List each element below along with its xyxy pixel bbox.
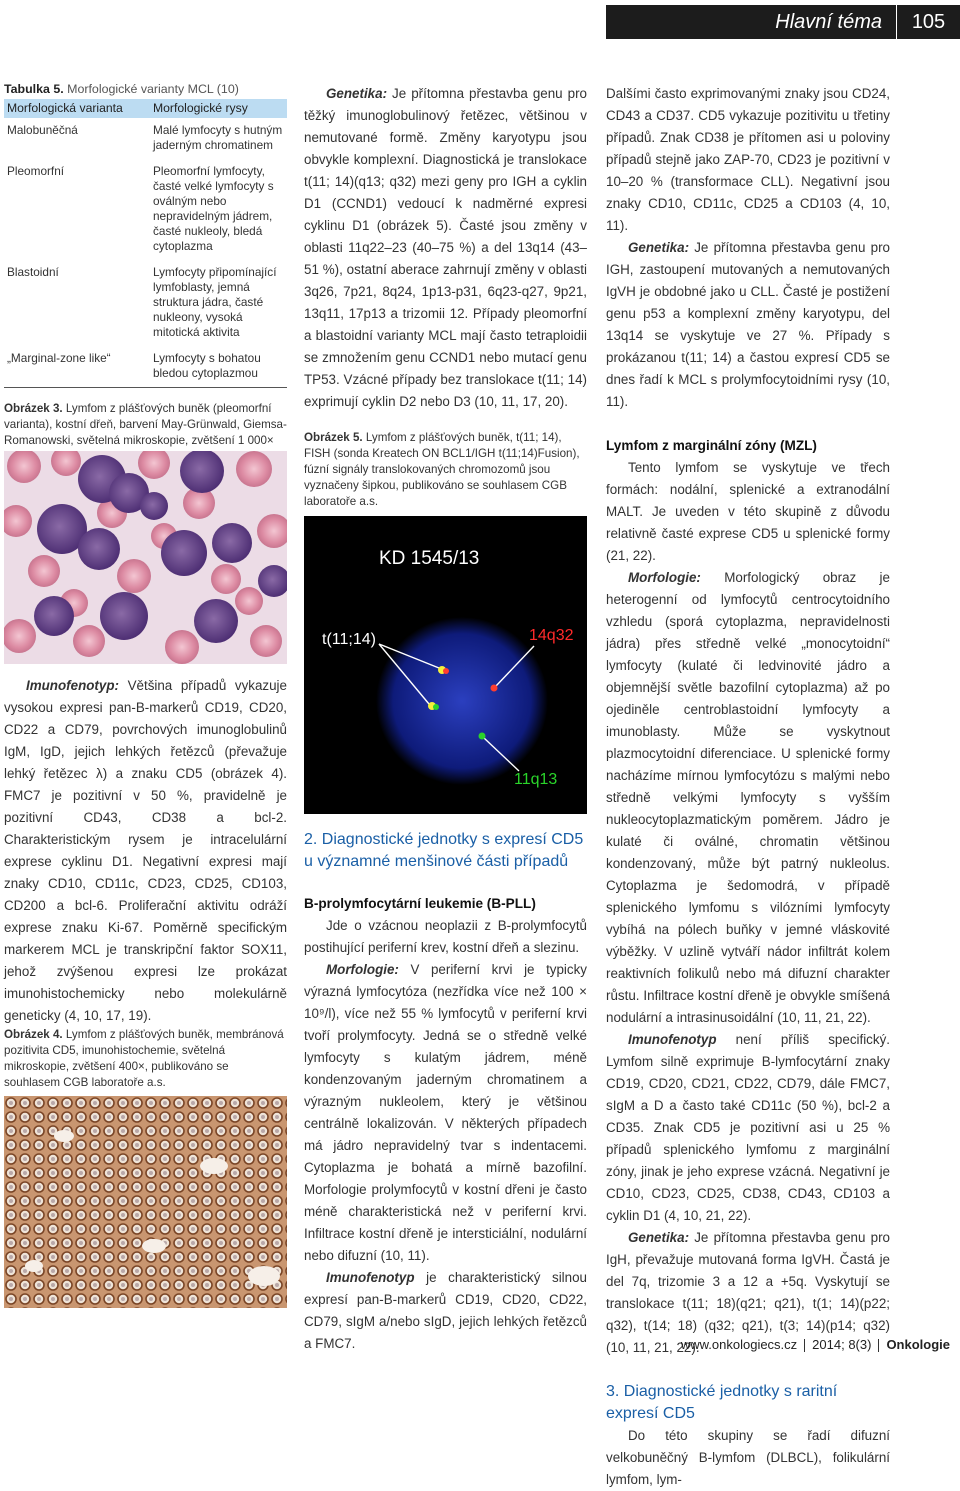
figure-4-immunohistochemistry xyxy=(4,1096,287,1308)
genetika-paragraph xyxy=(606,237,890,413)
table-row xyxy=(4,346,287,388)
table-cell: „Marginal-zone like“ xyxy=(4,346,150,388)
table-row xyxy=(4,159,287,260)
table-header-row xyxy=(4,99,287,118)
figure-4-text: Lymfom z plášťových buněk, membránová pozitivita CD5, imunohistochemie, světelná mikroskopie, zvětšení 400×, publikováno se souhlasem CGB laboratoře a.s. xyxy=(4,1028,284,1089)
section-2-heading: 2. Diagnostické jednotky s expresí CD5 u významné menšinové části případů xyxy=(304,831,584,870)
morfologie-label: Morfologie: xyxy=(326,962,399,977)
section-3-heading: 3. Diagnostické jednotky s raritní expresí CD5 xyxy=(606,1383,838,1422)
morfologie-text: Morfologický obraz je heterogenní od lymfocytů centrocytoidního vzhledu (sporá cytoplazma, nepravidelnosti jádra) přes středně velké „monocytoidní“ lymfocyty (kulaté či ledvinovité jádro a objemnější světle bazofilní cytoplazma) až po ojediněle centroblastoidní lymfocyty a imunoblasty. Může se vyskytnout plazmocytoidní diferenciace. U splenické formy nacházíme mírnou lymfocytózu s malými nebo středně velkými lymfocyty s vyšším nukleocytoplazmatickým poměrem. Jádro je kulaté či oválné, chromatin většinou kondenzovaný, může být patrný nukleolus. Cytoplazma je šedomodrá, v případě splenického lymfomu s vilózními lymfocyty vybíhá na pólech buňky v jemné vláskovité výběžky. V uzlině vytváří nádor infiltrát kolem reaktivních folikulů nebo má difuzní charakter růstu. Infiltrace kostní dřeně je obvykle smíšená nodulární a intrasinusoidální (10, 11, 21, 22). xyxy=(606,570,890,1025)
figure-4-caption xyxy=(4,1027,287,1091)
column-1 xyxy=(4,80,287,388)
fish-case-id: KD 1545/13 xyxy=(379,548,480,569)
imunofenotyp-label: Imunofenotyp: xyxy=(26,678,119,693)
mzl-intro: Tento lymfom se vyskytuje ve třech formách: nodální, splenické a extranodální MALT. Je uveden v této skupině z důvodu relativně časté exprese CD5 u splenické formy (21, 22). xyxy=(606,460,890,563)
figure-5-label: Obrázek 5. xyxy=(304,431,363,444)
fish-translocation-label: t(11;14) xyxy=(322,631,376,648)
footer-journal: Onkologie xyxy=(886,1337,950,1352)
genetika-text: Je přítomna přestavba genu pro IGH, zastoupení mutovaných a nemutovaných IgVH je obdobné jako u CLL. Časté je postižení genu p53 a komplexní změny karyotypu, del 13q14 se vyskytuje ve 27 %. Případy s prokázanou t(11; 14) a častou expresí CD5 se dnes řadí k MCL s prolymfocytoidními rysy (10, 11). xyxy=(606,240,890,409)
table-cell: Malé lymfocyty s hutným jaderným chromatinem xyxy=(153,123,283,152)
figure-5-caption xyxy=(304,430,587,510)
mzl-heading: Lymfom z marginální zóny (MZL) xyxy=(606,438,817,453)
cell-nucleus xyxy=(376,617,548,785)
table-cell: Lymfocyty s bohatou bledou cytoplazmou xyxy=(150,346,287,388)
column-2-body xyxy=(304,829,587,1355)
genetika-label: Genetika: xyxy=(326,86,388,101)
column-2 xyxy=(304,83,587,413)
section-3-text: Do této skupiny se řadí difuzní velkobuněčný B-lymfom (DLBCL), folikulární lymfom, lym- xyxy=(606,1428,890,1487)
fish-14q32-label: 14q32 xyxy=(529,627,574,644)
imunofenotyp-text: Většina případů vykazuje vysokou expresi pan-B-markerů CD19, CD20, CD22 a CD79, povrchových imunoglobulinů IgM, IgD, jejich lehkých řetězců (převažuje lehký řetězec λ) a znaku CD5 (obrázek 4). FMC7 je pozitivní v 50 %, pravidelně je pozitivní CD43, CD38 a bcl-2. Charakteristickým rysem je intracelulární exprese cyklinu D1. Negativní expresi mají znaky CD10, CD11c, CD23, CD25, CD103, CD200 a bcl-6. Proliferační aktivitu odráží exprese znaku Ki-67. Poměrně specifickým markerem MCL je transkripční faktor SOX11, jehož zvýšenou expresi lze prokázat imunohistochemicky nebo molekulárně geneticky (4, 10, 17, 19). xyxy=(4,678,287,1023)
figure-3-label: Obrázek 3. xyxy=(4,402,63,415)
table-header-cell: Morfologické rysy xyxy=(150,99,287,118)
imunofenotyp-label: Imunofenotyp xyxy=(326,1270,415,1285)
bpll-heading: B-prolymfocytární leukemie (B-PLL) xyxy=(304,896,536,911)
table-row xyxy=(4,260,287,346)
figure-5-fish-image xyxy=(304,516,587,814)
morphology-table xyxy=(4,99,287,388)
imunofenotyp-text: je charakteristický silnou expresí pan-B-markerů CD19, CD20, CD22, CD79, sIgM a/nebo sIgD, jejich lehkých řetězců a FMC7. xyxy=(304,1270,587,1351)
imunofenotyp-label: Imunofenotyp xyxy=(628,1032,717,1047)
column-3 xyxy=(606,83,890,1491)
page-footer xyxy=(681,1337,950,1352)
section-title: Hlavní téma xyxy=(775,11,882,33)
fish-11q13-label: 11q13 xyxy=(514,771,558,788)
table-cell: Lymfocyty připomínající lymfoblasty, jemná struktura jádra, časté nukleony, vysoká mitotická aktivita xyxy=(153,265,277,339)
genetika-text: Je přítomna přestavba genu pro IgH, převažuje mutovaná forma IgVH. Častá je del 7q, trizomie 3 a 12 a +5q. Vyskytují se translokace t(11; 18)(q21; q21), t(1; 14)(p22; q32), t(14; 18) (q32; q21), t(3; 14)(p14; q32) (10, 11, 21, 22). xyxy=(606,1230,890,1355)
figure-5-text: Lymfom z plášťových buněk, t(11; 14), FISH (sonda Kreatech ON BCL1/IGH t(11;14)Fusion), fúzní signály translokovaných chromozomů jsou vyznačeny šipkou, publikováno se souhlasem CGB laboratoře a.s. xyxy=(304,431,580,508)
table-cell: Pleomorfní xyxy=(7,164,65,178)
table-cell: Pleomorfní lymfocyty, časté velké lymfocyty s oválným nebo nepravidelným jádrem, časté nukleoly, bledá cytoplazma xyxy=(153,164,274,253)
bpll-intro: Jde o vzácnou neoplazii z B-prolymfocytů postihující periferní krev, kostní dřeň a slezinu. xyxy=(304,918,587,955)
table-cell: Blastoidní xyxy=(7,265,59,279)
table-caption-text: Morfologické varianty MCL (10) xyxy=(67,82,239,96)
mzl-morfologie-paragraph xyxy=(606,567,890,1029)
figure-3-micrograph xyxy=(4,451,287,664)
mzl-imunofenotyp-paragraph xyxy=(606,1029,890,1227)
imunofenotyp-paragraph xyxy=(4,675,287,1027)
figure-4-label: Obrázek 4. xyxy=(4,1028,63,1041)
footer-separator xyxy=(878,1339,879,1352)
footer-url: www.onkologiecs.cz xyxy=(680,1337,798,1352)
page-number: 105 xyxy=(897,5,960,39)
genetika-label: Genetika: xyxy=(628,1230,690,1245)
imunofenotyp-text: není příliš specifický. Lymfom silně exprimuje B-lymfocytární znaky CD19, CD20, CD21, CD22, CD79, dále FMC7, sIgM a D a často také CD11c (50 %), bcl-2 a CD35. Znak CD5 je pozitivní asi u 25 % případů splenického lymfomu z marginální zóny, jinak je jeho exprese vzácná. Negativní je CD10, CD23, CD25, CD38, CD43, CD103 a cyklin D1 (4, 10, 21, 22). xyxy=(606,1032,890,1223)
footer-issue: 2014; 8(3) xyxy=(812,1337,872,1352)
table-cell: Malobuněčná xyxy=(7,123,78,137)
column-1-body xyxy=(4,675,287,1027)
bpll-continuation: Dalšími často exprimovanými znaky jsou CD24, CD43 a CD37. CD5 vykazuje pozitivitu u třetiny případů. Znak CD38 je přítomen asi u poloviny případů stejně jako ZAP-70, CD23 je pozitivní v 10–20 % (transformace CLL). Negativní jsou znaky CD10, CD11c, CD25 a CD103 (4, 10, 11). xyxy=(606,86,890,233)
bpll-morfologie-paragraph xyxy=(304,959,587,1267)
footer-separator xyxy=(804,1339,805,1352)
morfologie-label: Morfologie: xyxy=(628,570,701,585)
figure-3-caption xyxy=(4,401,287,449)
table-row xyxy=(4,118,287,159)
genetika-paragraph xyxy=(304,83,587,413)
figure-3-text: Lymfom z plášťových buněk (pleomorfní varianta), kostní dřeň, barvení May-Grünwald, Giemsa-Romanowski, světelná mikroskopie, zvětšení 1 000× xyxy=(4,402,287,447)
table-caption-label: Tabulka 5. xyxy=(4,82,64,96)
table-header-cell: Morfologická varianta xyxy=(4,99,150,118)
morfologie-text: V periferní krvi je typicky výrazná lymfocytóza (nezřídka více než 100 × 10⁹/l), více než 55 % lymfocytů v periferní krvi tvoří prolymfocyty. Jedná se o středně velké lymfocyty s kulatým jádrem, méně kondenzovaným jaderným chromatinem a výrazným nukleolem, který je většinou centrálně lokalizován. V některých případech má jádro nepravidelný tvar s indentacemi. Cytoplazma je bohatá a mírně bazofilní. Morfologie prolymfocytů v kostní dřeni je často méně charakteristická než v periferní krvi. Infiltrace kostní dřeně je intersticiální, nodulární nebo difuzní (10, 11). xyxy=(304,962,587,1263)
bpll-imunofenotyp-paragraph xyxy=(304,1267,587,1355)
genetika-text: Je přítomna přestavba genu pro těžký imunoglobulinový řetězec, většinou v nemutované formě. Změny karyotypu jsou obvykle komplexní. Diagnostická je translokace t(11; 14)(q13; q32) mezi geny pro IGH a cyklin D1 (CCND1) vedoucí k nadměrné expresi cyklinu D1 (obrázek 5). Časté jsou změny v oblasti 11q22–23 (40–75 %) a del 13q14 (43–51 %), ostatní aberace zahrnují změny v oblasti 3q26, 7p21, 8q24, 1p13-p31, 6q23-q27, 9p21, 13q11, 17p13 a trizomii 12. Případy pleomorfní a blastoidní varianty MCL mají často tetraploidii se zmnožením genu CCND1 nebo mutací genu TP53. Vzácné případy bez translokace t(11; 14) exprimují cyklin D2 nebo D3 (10, 11, 17, 20). xyxy=(304,86,587,409)
table-caption xyxy=(4,80,287,99)
genetika-label: Genetika: xyxy=(628,240,690,255)
header-bar xyxy=(606,5,896,39)
